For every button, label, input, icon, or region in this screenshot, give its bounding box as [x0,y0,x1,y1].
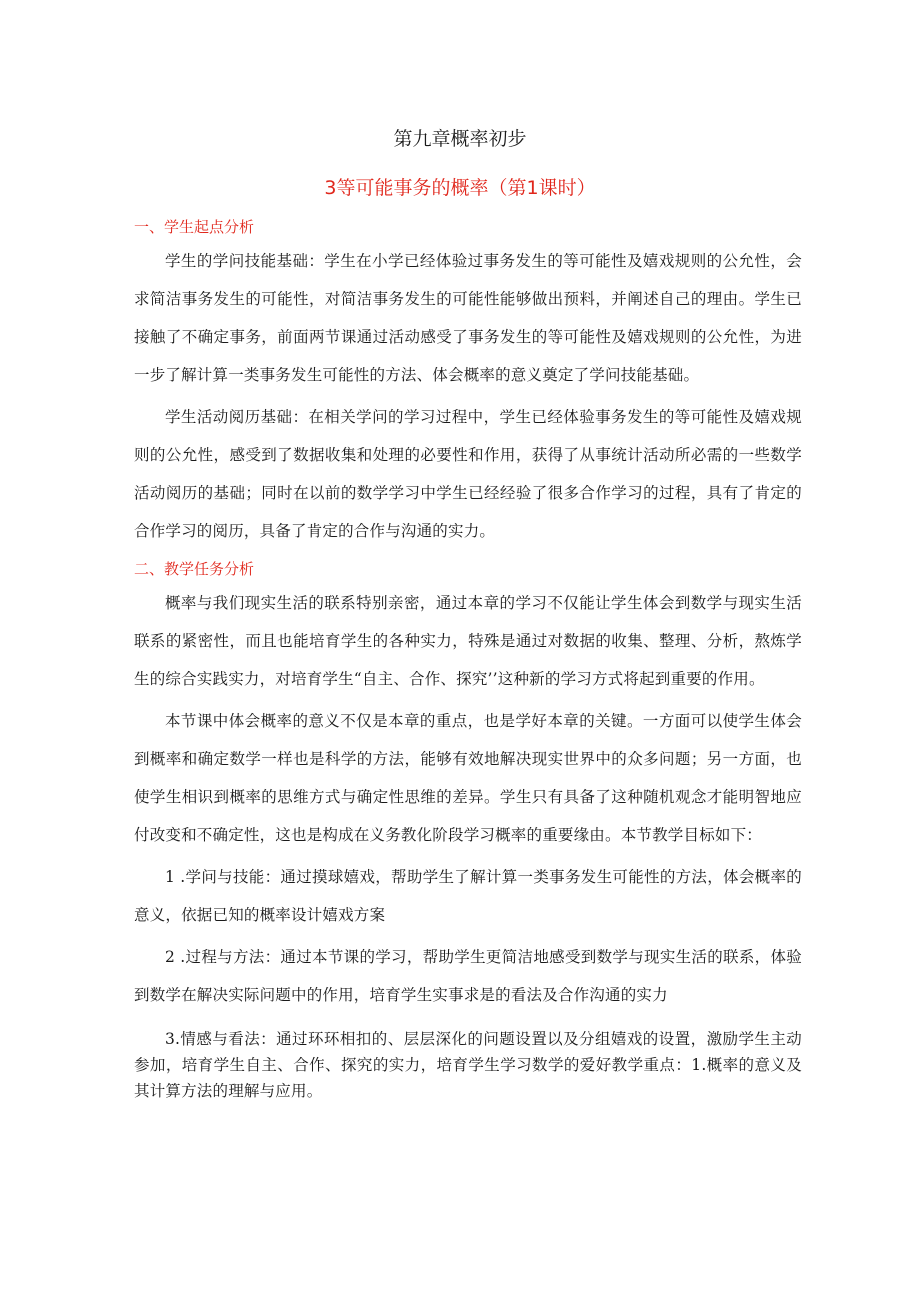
lesson-title: 3等可能事务的概率（第1课时） [324,177,596,199]
paragraph-goal-knowledge: 1 .学问与技能：通过摸球嬉戏，帮助学生了解计算一类事务发生可能性的方法，体会概率的意义，依据已知的概率设计嬉戏方案 [134,868,802,924]
paragraph-activity-basis: 学生活动阅历基础：在相关学问的学习过程中，学生已经体验事务发生的等可能性及嬉戏规则的公允性，感受到了数据收集和处理的必要性和作用，获得了从事统计活动所必需的一些数学活动阅历的基础；同时在以前的数学学习中学生已经经验了很多合作学习的过程，具有了肯定的合作学习的阅历，具备了肯定的合作与沟通的实力。 [134,408,802,540]
paragraph-lesson-focus: 本节课中体会概率的意义不仅是本章的重点，也是学好本章的关键。一方面可以使学生体会到概率和确定数学一样也是科学的方法，能够有效地解决现实世界中的众多问题；另一方面，也使学生相识到概率的思维方式与确定性思维的差异。学生只有具备了这种随机观念才能明智地应付改变和不确定性，这也是构成在义务教化阶段学习概率的重要缘由。本节教学目标如下： [134,712,802,844]
section-heading: 二、教学任务分析 [134,560,255,578]
section-teaching-task [134,554,802,1104]
document-body [134,212,802,1104]
chapter-title: 第九章概率初步 [393,128,527,150]
section-heading: 一、学生起点分析 [134,218,255,236]
paragraph-goal-attitude: 3.情感与看法：通过环环相扣的、层层深化的问题设置以及分组嬉戏的设置，激励学生主动参加，培育学生自主、合作、探究的实力，培育学生学习数学的爱好教学重点：1.概率的意义及其计算方法的理解与应用。 [134,1030,802,1100]
paragraph-goal-process: 2 .过程与方法：通过本节课的学习，帮助学生更简洁地感受到数学与现实生活的联系，体验到数学在解决实际问题中的作用，培育学生实事求是的看法及合作沟通的实力 [134,948,802,1004]
section-student-analysis [134,212,802,550]
paragraph-knowledge-basis: 学生的学问技能基础：学生在小学已经体验过事务发生的等可能性及嬉戏规则的公允性，会求简洁事务发生的可能性，对简洁事务发生的可能性能够做出预料，并阐述自己的理由。学生已接触了不确定事务，前面两节课通过活动感受了事务发生的等可能性及嬉戏规则的公允性，为进一步了解计算一类事务发生可能性的方法、体会概率的意义奠定了学问技能基础。 [134,252,802,384]
paragraph-probability-intro: 概率与我们现实生活的联系特别亲密，通过本章的学习不仅能让学生体会到数学与现实生活联系的紧密性，而且也能培育学生的各种实力，特殊是通过对数据的收集、整理、分析，熬炼学生的综合实践实力，对培育学生“自主、合作、探究’’这种新的学习方式将起到重要的作用。 [134,594,802,688]
